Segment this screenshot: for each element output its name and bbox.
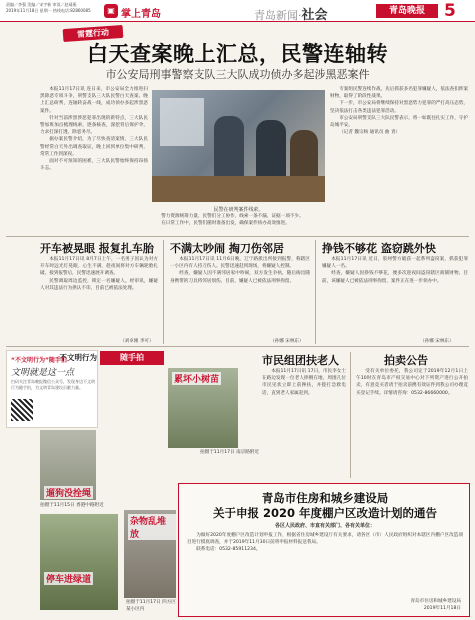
section-prefix: 青岛新闻· bbox=[254, 9, 302, 22]
divider bbox=[350, 352, 351, 478]
paragraph: 民警调取周边监控，锁定一名嫌疑人。经审讯，嫌疑人对其违法行为供认不讳，目前已被依法处理。 bbox=[40, 278, 158, 291]
article-body bbox=[170, 256, 310, 340]
paragraph: 面对不可预知的困难，三大队民警始终保持昂扬斗志。 bbox=[40, 159, 148, 172]
paragraph: 本报11月17日讯 8月7日上午，一名男子因认为对方开车时远光灯晃眼，心生不满，趁夜间将对方车辆轮胎扎破。接到报警后，民警迅速展开调查。 bbox=[40, 257, 158, 277]
divider bbox=[6, 236, 469, 237]
byline: （记者 魏宗杨 通讯员 曲 青） bbox=[339, 130, 401, 136]
lead-column-3 bbox=[330, 86, 468, 224]
byline: （孙娜 宋林东） bbox=[270, 339, 304, 344]
lead-headline[interactable]: 白天查案晚上汇总，民警连轴转 bbox=[87, 42, 388, 66]
notice-signature bbox=[410, 599, 461, 612]
app-logo-text: 掌上青岛 bbox=[121, 9, 161, 20]
paragraph: 经查，嫌疑人因挣钱不够花，便多次趁夜间盗窃辖区商铺财物。目前，该嫌疑人已被依法刑事拘留，案件正在进一步侦办中。 bbox=[322, 271, 468, 284]
paragraph: 本报11月17日讯 连日来，市公安局全力推进扫黑除恶专项斗争，刑警支队三大队民警白天查案、晚上汇总研判，连轴转奋战一线，成功侦办多起涉黑恶案件。 bbox=[40, 87, 148, 114]
meta-line: 责编／李强 美编／宋宇新 审读／赵靖燕 bbox=[6, 2, 77, 7]
paragraph: 下一步，市公安局将继续保持对黑恶势力犯罪的严打高压态势，坚决依法打击各类违法犯罪活动。 bbox=[330, 101, 468, 114]
header-meta bbox=[6, 2, 106, 13]
photo-thumbnail[interactable] bbox=[40, 514, 118, 610]
photo-desk bbox=[152, 176, 325, 202]
photo-label: 杂物乱堆放 bbox=[128, 514, 176, 540]
photo-thumbnail[interactable] bbox=[168, 368, 238, 448]
article-title[interactable]: 市民组团扶老人 bbox=[262, 354, 339, 367]
paragraph: 针对当前涉黑涉恶犯罪出现的新特点，三大队民警加班加点梳理线索，逐条核查，深挖背后保护伞，力求打深打透、除恶务尽。 bbox=[40, 115, 148, 136]
photo-label: 累坏小树苗 bbox=[172, 372, 221, 385]
divider bbox=[315, 240, 316, 344]
ad-title: “不文明行为”随手拍 bbox=[11, 357, 67, 364]
article-body bbox=[322, 256, 468, 340]
paragraph: 市公安局刑警支队三大队民警表示，将一如既往扎实工作，守护岛城平安。 bbox=[330, 115, 468, 129]
paragraph: 经查，嫌疑人因不满邻居家中吵闹，双方发生争执，随后掏出随身携带的刀具将邻居划伤。目前，嫌疑人已被依法刑事拘留。 bbox=[170, 271, 310, 284]
lead-subhead: 市公安局刑事警察支队三大队成功侦办多起涉黑恶案件 bbox=[105, 68, 370, 81]
paragraph: 在日常工作中，民警们随时准备出发，确保案件侦办高效推进。 bbox=[161, 221, 290, 227]
paragraph: 本报11月17日讯 17日，市民李女士在路边发现一位老人摔倒在地，周围几位市民见状立即上前搀扶，并拨打急救电话，直到老人家属赶到。 bbox=[262, 369, 346, 396]
paragraph: 受有关单位委托，我公司定于2019年12月1日上午10时在青岛市产权交易中心对下列资产进行公开拍卖，有意竞买者请于拍卖前携有效证件到我公司办理竞买登记手续。详情请咨询：0532-86660000。 bbox=[356, 369, 468, 396]
byline: （刘卓刚 李可） bbox=[120, 339, 154, 344]
qr-code-icon[interactable] bbox=[11, 399, 33, 421]
photo-caption: 民警在研判案件线索。 bbox=[213, 207, 264, 213]
section-banner: 随手拍 bbox=[100, 351, 164, 365]
article-title[interactable]: 挣钱不够花 盗窃跳外快 bbox=[322, 242, 436, 255]
paragraph: 为做好2020年度棚户区改造计划申报工作，根据省住房城乡建设厅有关要求，请各区（市）人民政府组织对本辖区内棚户区改造项目进行摸底调查，并于2019年11月30日前将申报材料报送我局。 bbox=[187, 533, 463, 545]
notice-subheading: 关于申报 2020 年度棚户区改造计划的通告 bbox=[212, 506, 437, 520]
photo-caption: 拍摄于11月15日 香港中路附近 bbox=[40, 503, 104, 508]
article-body bbox=[262, 368, 346, 478]
photo-label: 遛狗没拴绳 bbox=[44, 486, 93, 499]
notice-body bbox=[187, 532, 463, 553]
kicker-badge: 雷霆行动 bbox=[63, 25, 124, 42]
ad-tagline: 文明就是这一点 bbox=[11, 368, 75, 378]
lead-photo[interactable] bbox=[152, 90, 325, 202]
divider bbox=[163, 240, 164, 344]
article-body bbox=[40, 256, 158, 340]
signature-line: 青岛市住房和城乡建设局 bbox=[410, 599, 461, 604]
photo-caption: 拍摄于11月17日 南京路附近 bbox=[200, 450, 260, 455]
signature-line: 2019年11月18日 bbox=[423, 605, 461, 611]
photo-caption: 拍摄于11月17日 四方区某小区内 bbox=[126, 600, 176, 612]
section-banner-left: 不文明行为 bbox=[59, 353, 97, 362]
page-header bbox=[0, 0, 475, 22]
lead-column-2 bbox=[152, 213, 325, 233]
paragraph: 专案组民警连续作战，先后抓获多名犯罪嫌疑人，依法查扣涉案财物，取得了阶段性战果。 bbox=[330, 87, 468, 100]
app-logo-icon: ▣ bbox=[104, 4, 118, 18]
photo-thumbnail[interactable] bbox=[124, 510, 176, 598]
photo-thumbnail[interactable] bbox=[40, 430, 96, 500]
notice-body bbox=[356, 368, 468, 478]
section-name: 社会 bbox=[301, 8, 328, 23]
section-title bbox=[254, 4, 328, 23]
government-notice bbox=[178, 483, 470, 617]
notice-heading: 青岛市住房和城乡建设局 bbox=[261, 491, 389, 505]
article-title[interactable]: 开车被晃眼 报复扎车胎 bbox=[40, 242, 154, 255]
newspaper-brand: 青岛晚报 bbox=[376, 4, 438, 18]
photo-window bbox=[160, 98, 204, 146]
ad-text: 扫码关注青岛晚报微信公众号，发现身边不文明行为随手拍，为文明青岛建设贡献力量。 bbox=[11, 379, 95, 390]
lead-column-1 bbox=[40, 86, 148, 222]
divider bbox=[6, 346, 469, 347]
photo-label: 停车进绿道 bbox=[44, 572, 93, 585]
paragraph: 本报11月17日讯 近日，胶州警方破获一起系列盗窃案，抓获犯罪嫌疑人一名。 bbox=[322, 257, 468, 270]
notice-addressee: 各区人民政府、市直有关部门、各有关单位： bbox=[274, 523, 375, 529]
paragraph: 据办案民警介绍，为了尽快查清案情，三大队民警经常白天外出调查取证，晚上回到单位集中研判，常常工作到深夜。 bbox=[40, 137, 148, 157]
article-title[interactable]: 不满太吵闹 掏刀伤邻居 bbox=[170, 242, 284, 255]
byline: （孙娜 宋林东） bbox=[420, 339, 454, 344]
meta-line: 2019年11月18日 星期一 热线电话:82860085 bbox=[6, 7, 91, 13]
paragraph: 本报11月17日讯 11月6日晚，辽宁路派出所接到报警，称辖区一小区内有人持刀伤人。民警迅速赶到现场，将嫌疑人控制。 bbox=[170, 257, 310, 270]
app-logo bbox=[104, 4, 188, 18]
paragraph: 联系电话：0532-85911234。 bbox=[196, 547, 261, 552]
page-number: 5 bbox=[444, 1, 456, 21]
paragraph: 警力资源统筹力量，民警们分工协作，线索一条不漏，证据一项不少。 bbox=[161, 214, 304, 219]
notice-title[interactable]: 拍卖公告 bbox=[384, 354, 428, 367]
